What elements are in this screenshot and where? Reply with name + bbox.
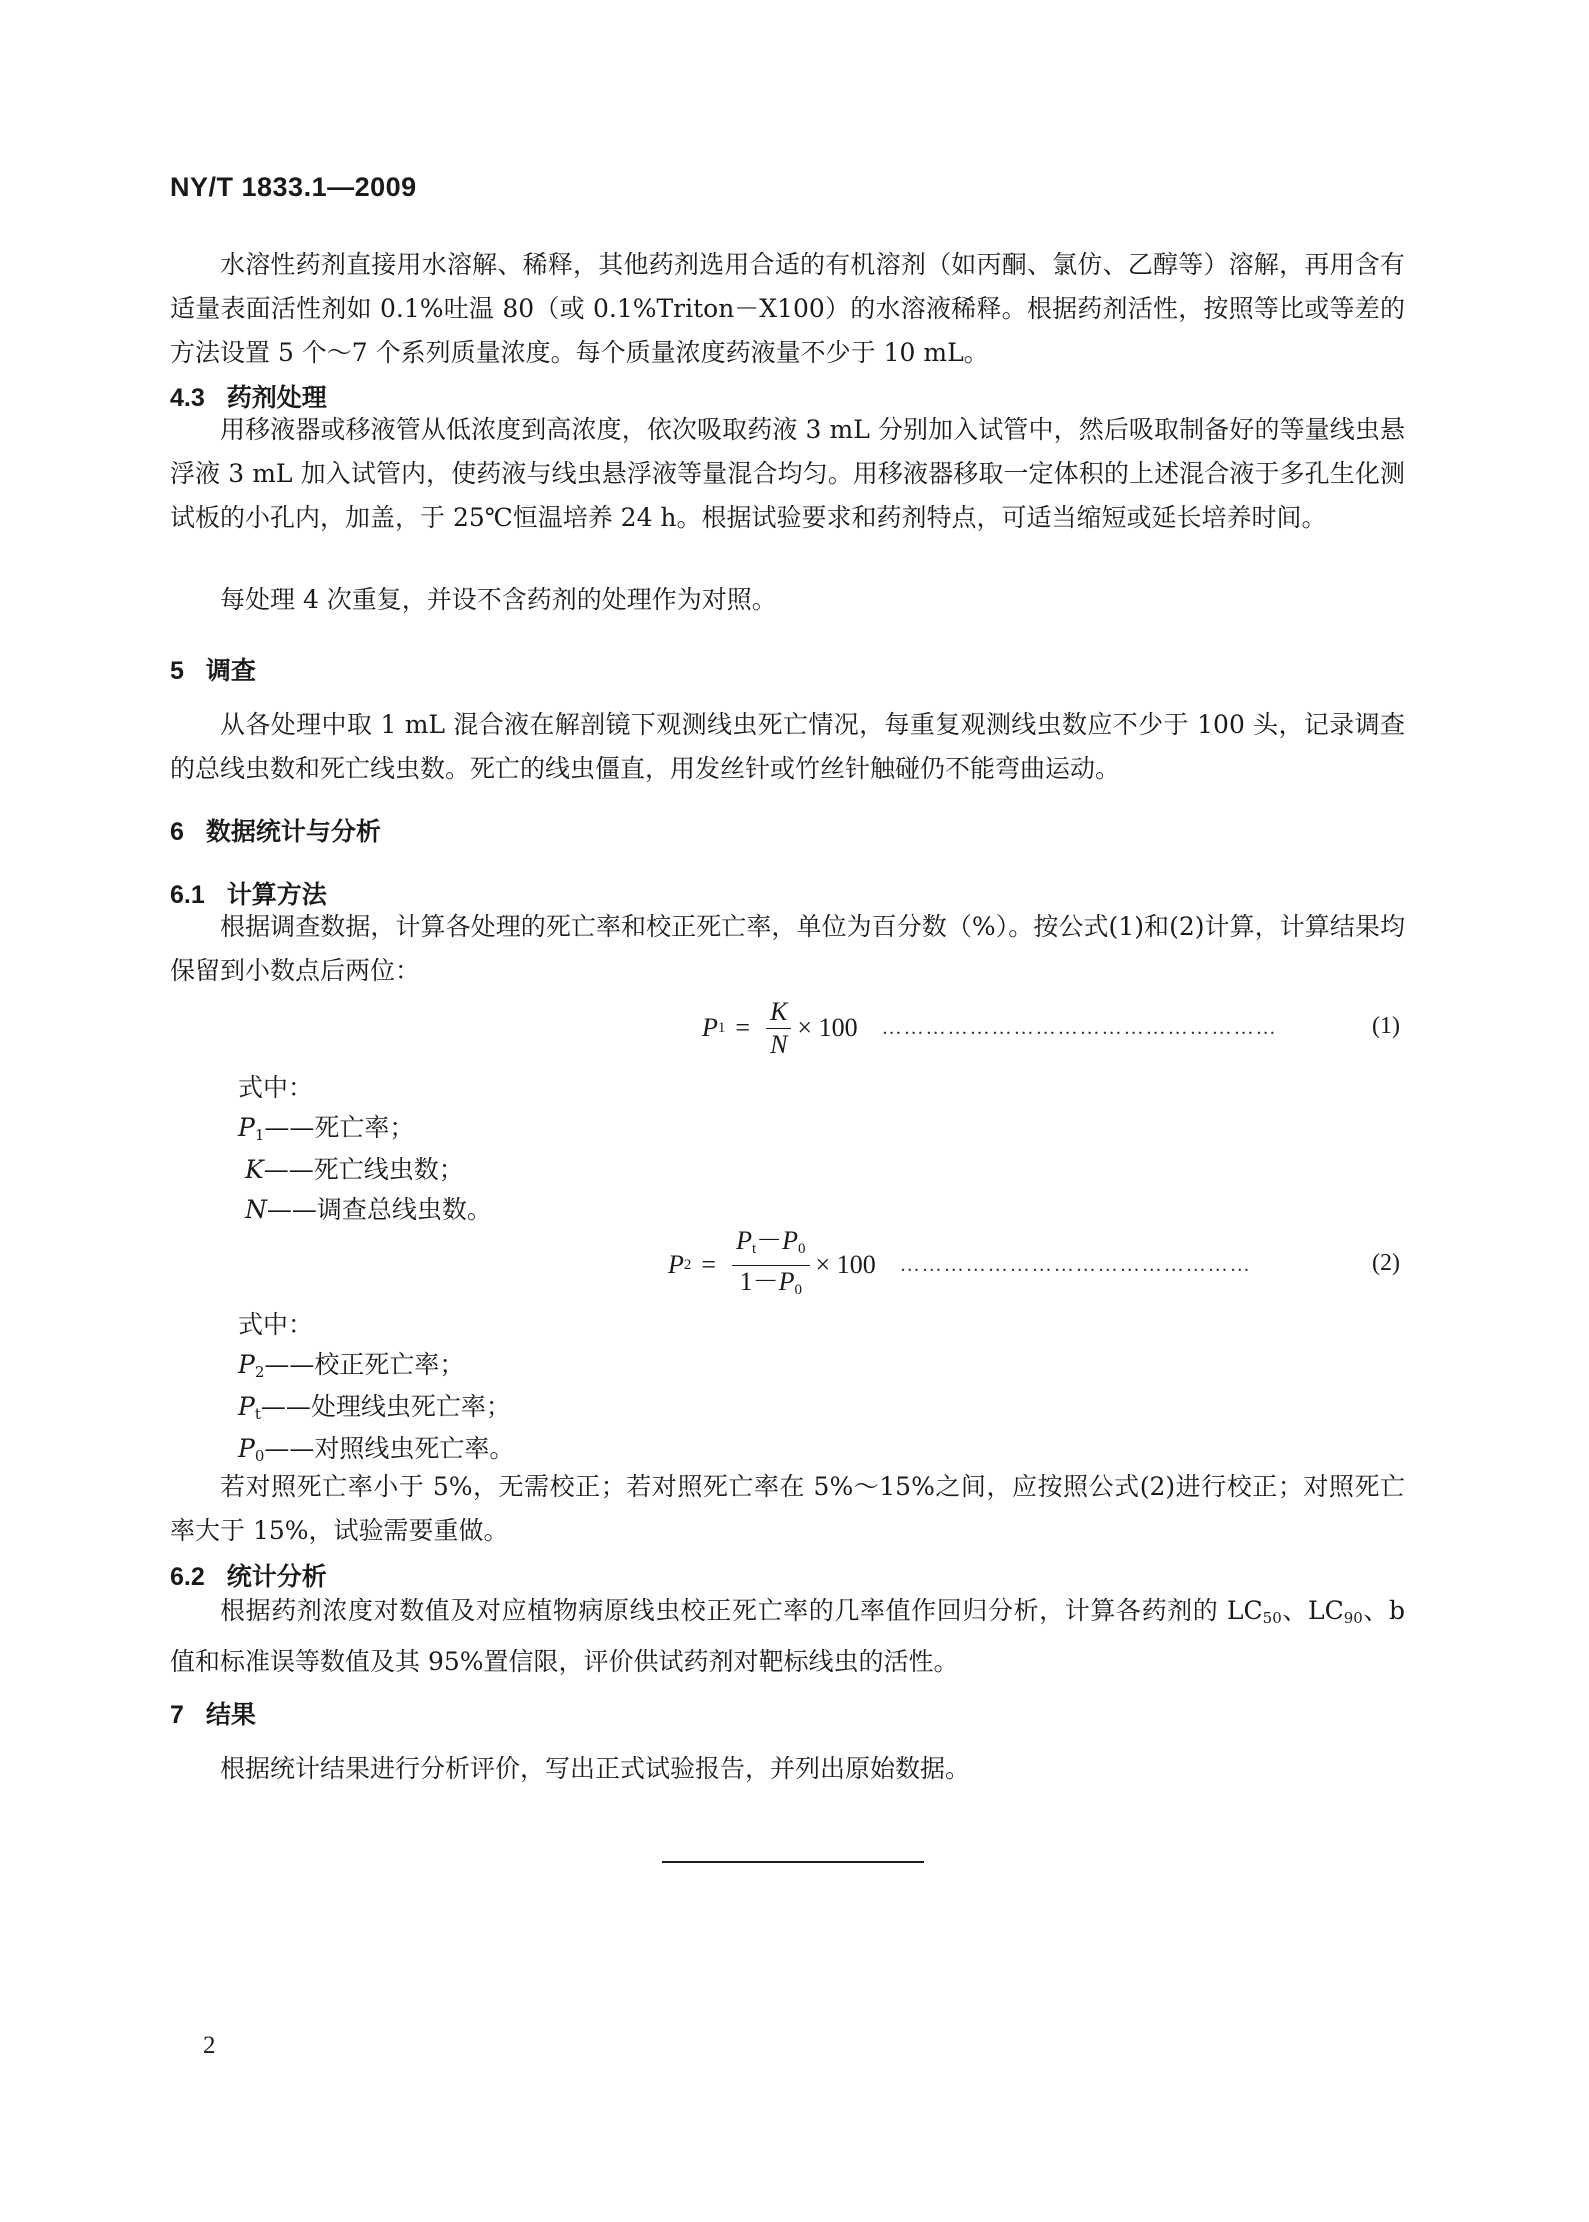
fraction [732,1227,809,1304]
end-rule [662,1861,924,1863]
symbol: P [238,1350,255,1379]
heading-text: 计算方法 [226,880,327,909]
description: 处理线虫死亡率； [310,1392,511,1421]
heading-text: 数据统计与分析 [205,817,381,846]
paragraph-calculation: 根据调查数据，计算各处理的死亡率和校正死亡率，单位为百分数（%）。按公式(1)和(2)计算，计算结果均保留到小数点后两位： [170,912,1405,985]
heading-6-2 [170,1557,327,1593]
dash: —— [264,1434,315,1463]
paragraph-repeat: 每处理 4 次重复，并设不含药剂的处理作为对照。 [220,585,777,614]
symbol-subscript: 1 [254,1126,265,1144]
heading-6 [170,812,381,848]
formula-1-number: (1) [1372,1013,1400,1039]
where-item-k [245,1150,464,1190]
denominator [736,1266,806,1304]
formula-symbol: P [668,1250,684,1279]
symbol: K [245,1155,264,1184]
heading-number: 4.3 [170,384,205,412]
heading-number: 6.2 [170,1563,205,1591]
where-item-p2 [238,1345,464,1392]
minus-sign: － [756,1225,783,1255]
dash: —— [264,1350,315,1379]
symbol: P [238,1113,255,1142]
where-item-n [245,1190,492,1230]
heading-text: 结果 [205,1700,256,1729]
symbol: N [245,1195,267,1224]
page-number: 2 [203,2032,216,2059]
where-label-2: 式中： [238,1310,314,1339]
dash: —— [260,1392,311,1421]
heading-number: 6 [170,818,184,846]
numerator-subscript: t [751,1240,757,1257]
formula-2-number: (2) [1372,1250,1400,1276]
where-item-pt [238,1387,511,1434]
fraction [766,998,791,1059]
description: 对照线虫死亡率。 [314,1434,515,1463]
equals-sign: = [735,1013,751,1042]
formula-symbol: P [702,1013,718,1042]
paragraph-survey: 从各处理中取 1 mL 混合液在解剖镜下观测线虫死亡情况，每重复观测线虫数应不少于 100 头，记录调查的总线虫数和死亡线虫数。死亡的线虫僵直，用发丝针或竹丝针触碰仍不能弯曲运动。 [170,710,1405,783]
stats-text: 根据药剂浓度对数值及对应植物病原线虫校正死亡率的几率值作回归分析，计算各药剂的 LC [220,1596,1263,1625]
where-item-p1 [238,1108,414,1155]
paragraph-dilution: 水溶性药剂直接用水溶解、稀释，其他药剂选用合适的有机溶剂（如丙酮、氯仿、乙醇等）溶解，再用含有适量表面活性剂如 0.1%吐温 80（或 0.1%Triton－X100）的水溶液稀释。根据药剂活性，按照等比或等差的方法设置 5 个～7 个系列质量浓度。每个质量浓度药液量不少于 10 mL。 [170,250,1405,367]
numerator-term: P [782,1225,799,1255]
paragraph-result: 根据统计结果进行分析评价，写出正式试验报告，并列出原始数据。 [220,1754,971,1783]
paragraph-treatment: 用移液器或移液管从低浓度到高浓度，依次吸取药液 3 mL 分别加入试管中，然后吸取制备好的等量线虫悬浮液 3 mL 加入试管内，使药液与线虫悬浮液等量混合均匀。用移液器移取一定体积的上述混合液于多孔生化测试板的小孔内，加盖，于 25℃恒温培养 24 h。根据试验要求和药剂特点，可适当缩短或延长培养时间。 [170,415,1405,532]
heading-text: 统计分析 [226,1562,327,1591]
heading-number: 6.1 [170,881,205,909]
equals-sign: = [701,1250,717,1279]
heading-number: 5 [170,657,184,685]
symbol-subscript: t [254,1405,261,1423]
symbol-subscript: 2 [254,1363,265,1381]
denominator: N [770,1029,788,1059]
formula-subscript: 2 [683,1256,692,1273]
leader-dots: ………………………………………… [899,1253,1252,1276]
multiplier: × 100 [815,1250,876,1279]
heading-text: 调查 [205,656,256,685]
symbol-subscript: 0 [254,1447,265,1465]
leader-dots: ……………………………………………… [881,1016,1278,1039]
where-label-1: 式中： [238,1073,314,1102]
paragraph-correction: 若对照死亡率小于 5%，无需校正；若对照死亡率在 5%～15%之间，应按照公式(2)进行校正；对照死亡率大于 15%，试验需要重做。 [170,1472,1405,1545]
formula-1 [702,993,1278,1063]
formula-2 [668,1225,1252,1305]
dash: —— [266,1195,317,1224]
numerator-subscript: 0 [798,1240,806,1257]
numerator [732,1227,809,1266]
stats-text: 、LC [1281,1596,1344,1625]
lc50-subscript: 50 [1262,1609,1282,1627]
symbol: P [238,1392,255,1421]
description: 调查总线虫数。 [316,1195,492,1224]
denominator-term: P [778,1266,795,1296]
numerator-term: P [736,1225,752,1255]
paragraph-statistics [170,1589,1405,1684]
standard-code: NY/T 1833.1—2009 [170,172,417,202]
lc90-subscript: 90 [1343,1609,1363,1627]
description: 死亡率； [314,1113,415,1142]
description: 校正死亡率； [314,1350,465,1379]
denominator-subscript: 0 [794,1281,802,1298]
formula-subscript: 1 [717,1019,726,1036]
heading-5 [170,651,256,687]
multiplier: × 100 [797,1013,858,1042]
stats-text: 、b 值和标准误等数值及其 95%置信限，评价供试药剂对靶标线虫的活性。 [170,1596,1405,1676]
heading-number: 7 [170,1701,184,1729]
numerator: K [766,998,791,1029]
symbol: P [238,1434,255,1463]
heading-7 [170,1695,256,1731]
dash: —— [263,1155,314,1184]
description: 死亡线虫数； [313,1155,464,1184]
heading-text: 药剂处理 [226,383,327,412]
dash: —— [264,1113,315,1142]
denominator-term: 1－ [739,1266,779,1296]
